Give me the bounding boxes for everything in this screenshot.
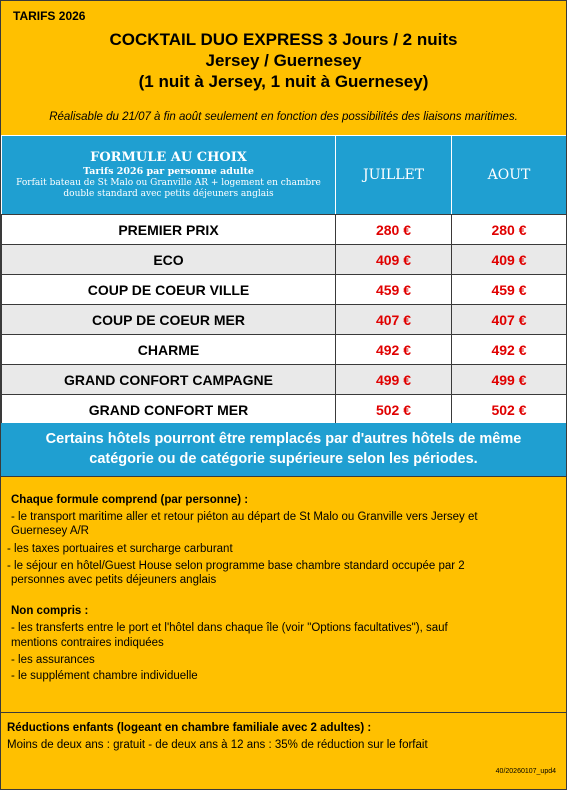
excludes-title: Non compris : bbox=[11, 605, 89, 617]
table-row bbox=[2, 275, 567, 305]
title-line-2: Jersey / Guernesey bbox=[205, 51, 362, 70]
includes-item-2: - les taxes portuaires et surcharge carburant bbox=[7, 543, 233, 555]
august-price: 492 € bbox=[452, 335, 567, 365]
july-column-header: JUILLET bbox=[336, 136, 452, 215]
table-row bbox=[2, 215, 567, 245]
reductions-text: Moins de deux ans : gratuit - de deux ans à 12 ans : 35% de réduction sur le forfait bbox=[7, 739, 428, 751]
excludes-item-1-line-2: mentions contraires indiquées bbox=[11, 637, 164, 649]
page-title bbox=[1, 29, 566, 92]
excludes-item-1-line-1: - les transferts entre le port et l'hôtel dans chaque île (voir "Options facultatives"), sauf bbox=[11, 622, 448, 634]
title-line-1: COCKTAIL DUO EXPRESS 3 Jours / 2 nuits bbox=[109, 30, 458, 49]
excludes-item-2: - les assurances bbox=[11, 654, 95, 666]
hotel-replacement-banner bbox=[1, 423, 566, 477]
august-price: 502 € bbox=[452, 395, 567, 425]
header-panel bbox=[1, 1, 566, 136]
formula-name: GRAND CONFORT MER bbox=[2, 395, 336, 425]
formula-title: FORMULE AU CHOIX bbox=[90, 150, 247, 165]
august-price: 459 € bbox=[452, 275, 567, 305]
july-price: 459 € bbox=[336, 275, 452, 305]
july-price: 502 € bbox=[336, 395, 452, 425]
july-price: 492 € bbox=[336, 335, 452, 365]
formula-description-line-1: Forfait bateau de St Malo ou Granville AR + logement en chambre bbox=[16, 178, 321, 188]
includes-item-1-line-2: Guernesey A/R bbox=[11, 525, 89, 537]
includes-title: Chaque formule comprend (par personne) : bbox=[11, 494, 249, 506]
august-price: 409 € bbox=[452, 245, 567, 275]
table-row bbox=[2, 305, 567, 335]
table-header-row bbox=[2, 136, 567, 215]
formula-column-header bbox=[2, 136, 336, 215]
table-row bbox=[2, 335, 567, 365]
formula-description-line-2: double standard avec petits déjeuners anglais bbox=[63, 189, 274, 199]
formula-subtitle: Tarifs 2026 par personne adulte bbox=[83, 166, 254, 177]
august-price: 280 € bbox=[452, 215, 567, 245]
formula-name: PREMIER PRIX bbox=[2, 215, 336, 245]
includes-item-3-line-1: - le séjour en hôtel/Guest House selon programme base chambre standard occupée par 2 bbox=[7, 560, 465, 572]
excludes-item-3: - le supplément chambre individuelle bbox=[11, 670, 198, 682]
reductions-title: Réductions enfants (logeant en chambre familiale avec 2 adultes) : bbox=[7, 722, 372, 734]
formula-name: GRAND CONFORT CAMPAGNE bbox=[2, 365, 336, 395]
july-price: 499 € bbox=[336, 365, 452, 395]
price-table bbox=[1, 135, 567, 425]
includes-item-1-line-1: - le transport maritime aller et retour piéton au départ de St Malo ou Granville vers Jersey et bbox=[11, 511, 478, 523]
august-column-header: AOUT bbox=[452, 136, 567, 215]
july-price: 409 € bbox=[336, 245, 452, 275]
table-row bbox=[2, 245, 567, 275]
title-line-3: (1 nuit à Jersey, 1 nuit à Guernesey) bbox=[138, 72, 429, 91]
formula-name: COUP DE COEUR VILLE bbox=[2, 275, 336, 305]
july-price: 280 € bbox=[336, 215, 452, 245]
july-price: 407 € bbox=[336, 305, 452, 335]
formula-name: CHARME bbox=[2, 335, 336, 365]
availability-note: Réalisable du 21/07 à fin août seulement en fonction des possibilités des liaisons maritimes. bbox=[49, 111, 518, 123]
table-row bbox=[2, 365, 567, 395]
formula-name: ECO bbox=[2, 245, 336, 275]
includes-item-3-line-2: personnes avec petits déjeuners anglais bbox=[11, 574, 217, 586]
formula-name: COUP DE COEUR MER bbox=[2, 305, 336, 335]
tariff-year-tag: TARIFS 2026 bbox=[13, 9, 86, 23]
table-row bbox=[2, 395, 567, 425]
child-reductions-section bbox=[1, 713, 566, 789]
banner-text: Certains hôtels pourront être remplacés par d'autres hôtels de même catégorie ou de catégorie supérieure selon les périodes. bbox=[45, 431, 522, 467]
august-price: 499 € bbox=[452, 365, 567, 395]
included-excluded-section bbox=[1, 477, 566, 713]
august-price: 407 € bbox=[452, 305, 567, 335]
document-reference: 40/20260107_upd4 bbox=[495, 768, 556, 775]
